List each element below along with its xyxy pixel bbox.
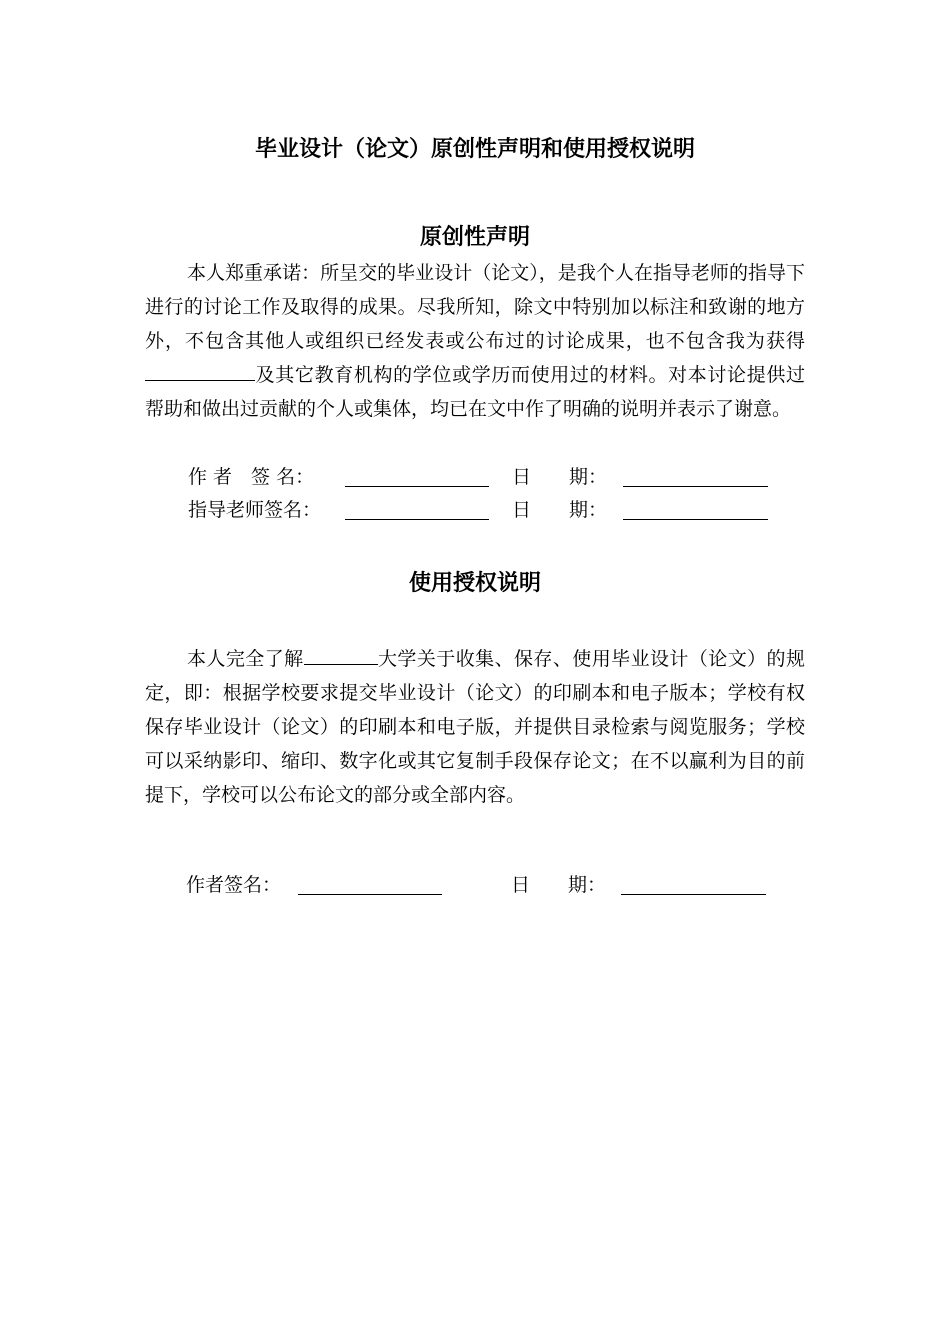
authorization-paragraph [145, 642, 805, 812]
advisor-signature-field[interactable] [345, 519, 489, 520]
author-signature-label: 作 者 签 名： [188, 466, 315, 488]
university-blank-field[interactable] [304, 644, 378, 665]
authorization-text-part2: 大学关于收集、保存、使用毕业设计（论文）的规定，即：根据学校要求提交毕业设计（论文）的印刷本和电子版本；学校有权保存毕业设计（论文）的印刷本和电子版，并提供目录检索与阅览服务；学校可以采纳影印、缩印、数字化或其它复制手段保存论文；在不以赢利为目的前提下，学校可以公布论文的部分或全部内容。 [145, 648, 805, 806]
auth-author-signature-label: 作者签名： [186, 874, 282, 896]
advisor-date-field[interactable] [623, 519, 768, 520]
degree-blank-field[interactable] [145, 360, 255, 381]
authorization-text-part1: 本人完全了解 [187, 648, 304, 670]
document-title: 毕业设计（论文）原创性声明和使用授权说明 [254, 137, 695, 162]
auth-author-signature-field[interactable] [298, 894, 442, 895]
originality-heading: 原创性声明 [419, 225, 530, 250]
originality-text-part2: 及其它教育机构的学位或学历而使用过的材料。对本讨论提供过帮助和做出过贡献的个人或集体，均已在文中作了明确的说明并表示了谢意。 [145, 364, 805, 420]
author-signature-field[interactable] [345, 486, 489, 487]
author-date-label: 日 期： [512, 466, 608, 488]
auth-date-label: 日 期： [511, 874, 607, 896]
advisor-signature-label: 指导老师签名： [188, 499, 322, 521]
auth-date-field[interactable] [621, 894, 766, 895]
author-date-field[interactable] [623, 486, 768, 487]
originality-paragraph [145, 256, 805, 426]
originality-text-part1: 本人郑重承诺：所呈交的毕业设计（论文），是我个人在指导老师的指导下进行的讨论工作及取得的成果。尽我所知，除文中特别加以标注和致谢的地方外，不包含其他人或组织已经发表或公布过的讨论成果，也不包含我为获得 [145, 262, 805, 352]
advisor-date-label: 日 期： [512, 499, 608, 521]
authorization-heading: 使用授权说明 [408, 571, 541, 596]
